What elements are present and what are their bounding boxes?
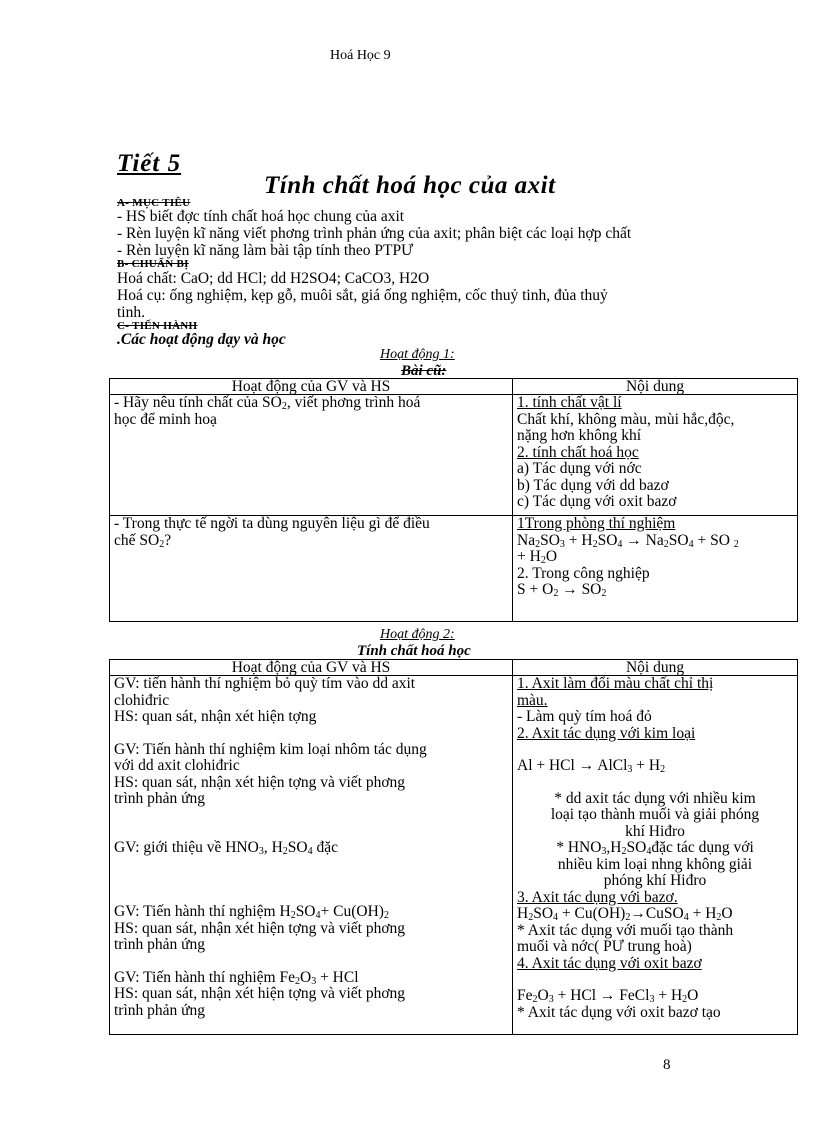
column-header: Nội dung <box>513 379 798 395</box>
section-b-heading: B- CHUẨN BỊ <box>117 258 189 270</box>
equation: $S + O_2 \to SO_2$ <box>517 581 607 599</box>
section-b-line: Hoá chất: CaO; dd HCl; dd H2SO4; CaCO3, H2O <box>117 270 430 287</box>
table-cell: 1Trong phòng thí nghiệm $Na_2SO_3 + H_2SO_4 \to Na_2SO_4$ + SO $_2$ + $H_2O$ 2. Trong công nghiệp $S + O_2 \to SO_2$ <box>513 516 798 622</box>
activity-2-table <box>109 659 798 1035</box>
table-cell: GV: tiến hành thí nghiệm bỏ quỳ tím vào dd axit clohiđric HS: quan sát, nhận xét hiện tợng GV: Tiến hành thí nghiệm kim loại nhôm tác dụng với dd axit clohiđric HS: quan sát, nhận xét hiện tợng và viết phơng trình phản ứng GV: giới thiệu về $HNO_3$, $H_2SO_4$ đặc GV: Tiến hành thí nghiệm $H_2SO_4+ Cu(OH)_2$ HS: quan sát, nhận xét hiện tợng và viết phơng trình phản ứng GV: Tiến hành thí nghiệm $Fe_2O_3$ + HCl HS: quan sát, nhận xét hiện tợng và viết phơng trình phản ứng <box>110 676 513 1035</box>
arrow-icon: → <box>578 757 595 774</box>
arrow-icon: → <box>626 531 642 549</box>
table-cell: - Hãy nêu tính chất của $SO_2$, viết phơng trình hoá học để minh hoạ <box>110 395 513 516</box>
activity-1-heading: Hoạt động 1: <box>380 347 455 362</box>
page-header: Hoá Học 9 <box>330 48 391 63</box>
equation: $Fe_2O_3$ + HCl → FeCl$_3$ + $H_2O$ <box>517 987 699 1005</box>
section-a-line: - Rèn luyện kĩ năng làm bài tập tính theo PTPƯ <box>117 242 414 259</box>
page-title: Tính chất hoá học của axit <box>264 172 556 199</box>
arrow-icon: → <box>630 905 646 922</box>
activity-2-subheading: Tính chất hoá học <box>357 643 471 659</box>
arrow-icon: → <box>562 581 578 598</box>
section-a-line: - HS biết đợc tính chất hoá học chung của axit <box>117 208 405 225</box>
column-header: Hoạt động của GV và HS <box>110 379 513 395</box>
lesson-number: Tiết 5 <box>117 150 182 177</box>
page-number: 8 <box>663 1057 671 1073</box>
section-c-heading: C- TIẾN HÀNH <box>117 320 198 332</box>
section-a-heading: A- MỤC TIÊU <box>117 197 191 209</box>
section-b-line: Hoá cụ: ống nghiệm, kẹp gỗ, muôi sắt, giá ống nghiệm, cốc thuỷ tinh, đủa thuỷ <box>117 287 608 304</box>
section-a-line: - Rèn luyện kĩ năng viết phơng trình phản ứng của axit; phân biệt các loại hợp chất <box>117 225 632 242</box>
section-c-subheading: .Các hoạt động dạy và học <box>117 331 286 348</box>
table-cell: 1. Axit làm đổi màu chất chỉ thị màu. - Làm quỳ tím hoá đỏ 2. Axit tác dụng với kim loại Al + HCl → AlCl$_3$ + $H_2$ * dd axit tác dụng với nhiều kim loại tạo thành muối và giải phóng khí Hiđro * $HNO_3,H_2SO_4đặc$ tác dụng với nhiều kim loại nhng không giải phóng khí Hiđro 3. Axit tác dụng với bazơ. $H_2SO_4$ + $Cu(OH)_2\to CuSO_4 + H_2O$ * Axit tác dụng với muối tạo thành muối và nớc( PƯ trung hoà) 4. Axit tác dụng với oxit bazơ $Fe_2O_3$ + HCl → FeCl$_3$ + $H_2O$ * Axit tác dụng với oxit bazơ tạo <box>513 676 798 1035</box>
activity-1-subheading: Bài cũ: <box>401 363 447 379</box>
table-cell: - Trong thực tế ngời ta dùng nguyên liệu gì để điều chế $SO_2$? <box>110 516 513 622</box>
section-b-line: tinh. <box>117 304 145 321</box>
table-cell: 1. tính chất vật lí Chất khí, không màu, mùi hắc,độc, nặng hơn không khí 2. tính chất hoá học a) Tác dụng với nớc b) Tác dụng với dd bazơ c) Tác dụng với oxit bazơ <box>513 395 798 516</box>
activity-2-heading: Hoạt động 2: <box>380 627 455 642</box>
equation: $Na_2SO_3 + H_2SO_4 \to Na_2SO_4$ + SO $_2$ <box>517 531 739 550</box>
equation: $H_2SO_4$ + $Cu(OH)_2\to CuSO_4 + H_2O$ <box>517 905 733 923</box>
equation: Al + HCl → AlCl$_3$ + $H_2$ <box>517 757 666 775</box>
activity-1-table <box>109 378 798 622</box>
arrow-icon: → <box>599 987 616 1004</box>
column-header: Nội dung <box>513 660 798 676</box>
column-header: Hoạt động của GV và HS <box>110 660 513 676</box>
